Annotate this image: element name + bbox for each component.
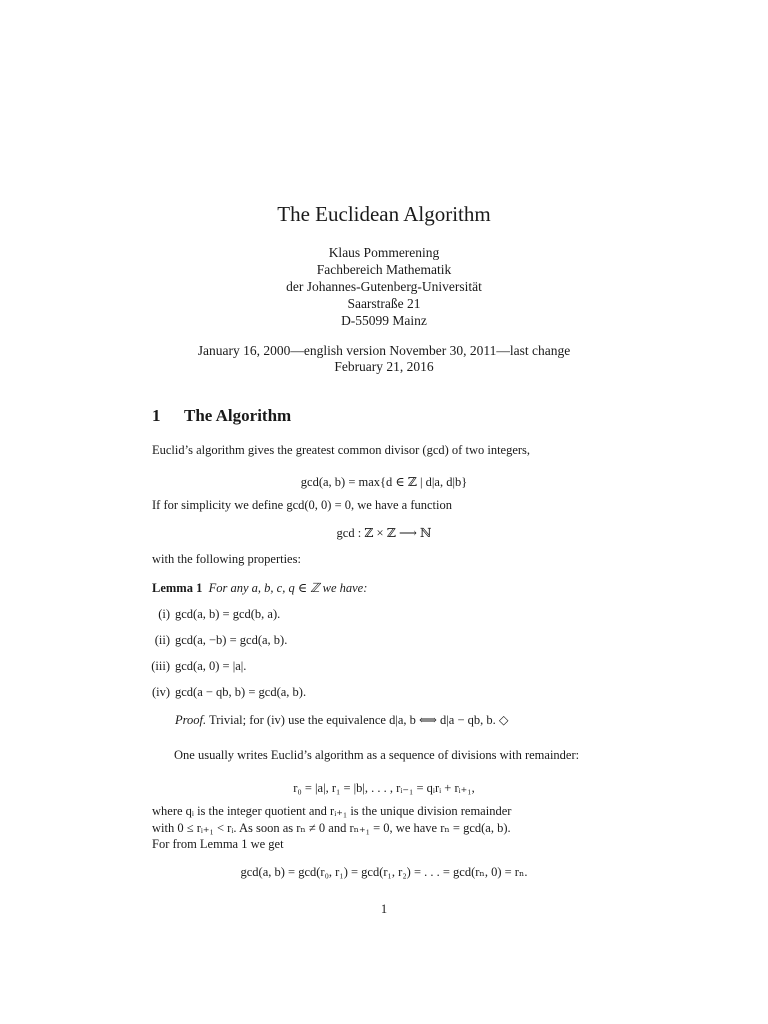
lemma-item-label: (iii)	[151, 659, 170, 673]
section-number: 1	[152, 406, 161, 425]
lemma-text: For any a, b, c, q ∈ ℤ we have:	[208, 581, 368, 595]
date-line-2: February 21, 2016	[334, 359, 434, 374]
author-name: Klaus Pommerening	[328, 245, 440, 260]
lemma-item-text: gcd(a, 0) = |a|.	[175, 659, 247, 673]
lemma-item	[140, 658, 246, 674]
lemma-label: Lemma 1	[152, 581, 203, 595]
properties-paragraph: with the following properties:	[152, 552, 301, 566]
intro-paragraph: Euclid’s algorithm gives the greatest common divisor (gcd) of two integers,	[152, 443, 531, 457]
author-department: Fachbereich Mathematik	[316, 262, 452, 277]
author-city: D-55099 Mainz	[341, 313, 427, 328]
gcd-chain-equation: gcd(a, b) = gcd(r₀, r₁) = gcd(r₁, r₂) = . . . = gcd(rₙ, 0) = rₙ.	[240, 865, 528, 879]
remainder-sequence-equation: r₀ = |a|, r₁ = |b|, . . . , rᵢ₋₁ = qᵢrᵢ + rᵢ₊₁,	[293, 781, 475, 795]
section-title: The Algorithm	[184, 406, 292, 425]
proof-label: Proof.	[175, 713, 207, 727]
lemma-item-text: gcd(a, −b) = gcd(a, b).	[175, 633, 288, 647]
lemma-item	[140, 632, 287, 648]
paper-title: The Euclidean Algorithm	[277, 202, 491, 226]
lemma-item-label: (iv)	[151, 685, 170, 699]
euclid-intro-paragraph: One usually writes Euclid’s algorithm as a sequence of divisions with remainder:	[174, 748, 580, 762]
lemma-statement	[152, 580, 616, 597]
simplicity-paragraph: If for simplicity we define gcd(0, 0) = 0, we have a function	[152, 498, 453, 512]
section-heading	[152, 406, 291, 426]
gcd-function-equation: gcd : ℤ × ℤ ⟶ ℕ	[336, 526, 432, 540]
author-university: der Johannes-Gutenberg-Universität	[286, 279, 482, 294]
proof-block	[175, 712, 509, 728]
lemma-item-text: gcd(a − qb, b) = gcd(a, b).	[175, 685, 307, 699]
author-street: Saarstraße 21	[347, 296, 421, 311]
date-line-1: January 16, 2000—english version November 30, 2011—last change	[197, 343, 571, 358]
page-number: 1	[380, 902, 388, 916]
gcd-definition-equation: gcd(a, b) = max{d ∈ ℤ | d|a, d|b}	[300, 475, 468, 489]
proof-text: Trivial; for (iv) use the equivalence d|a, b ⟺ d|a − qb, b. ◇	[209, 713, 509, 727]
lemma-item-text: gcd(a, b) = gcd(b, a).	[175, 607, 281, 621]
lemma-item-label: (i)	[158, 607, 170, 621]
where-line-3: For from Lemma 1 we get	[152, 837, 284, 851]
where-line-2: with 0 ≤ rᵢ₊₁ < rᵢ. As soon as rₙ ≠ 0 and rₙ₊₁ = 0, we have rₙ = gcd(a, b).	[152, 821, 511, 835]
lemma-item	[140, 606, 280, 622]
lemma-item-label: (ii)	[154, 633, 170, 647]
where-line-1: where qᵢ is the integer quotient and rᵢ₊₁ is the unique division remainder	[152, 804, 512, 818]
lemma-item	[140, 684, 306, 700]
